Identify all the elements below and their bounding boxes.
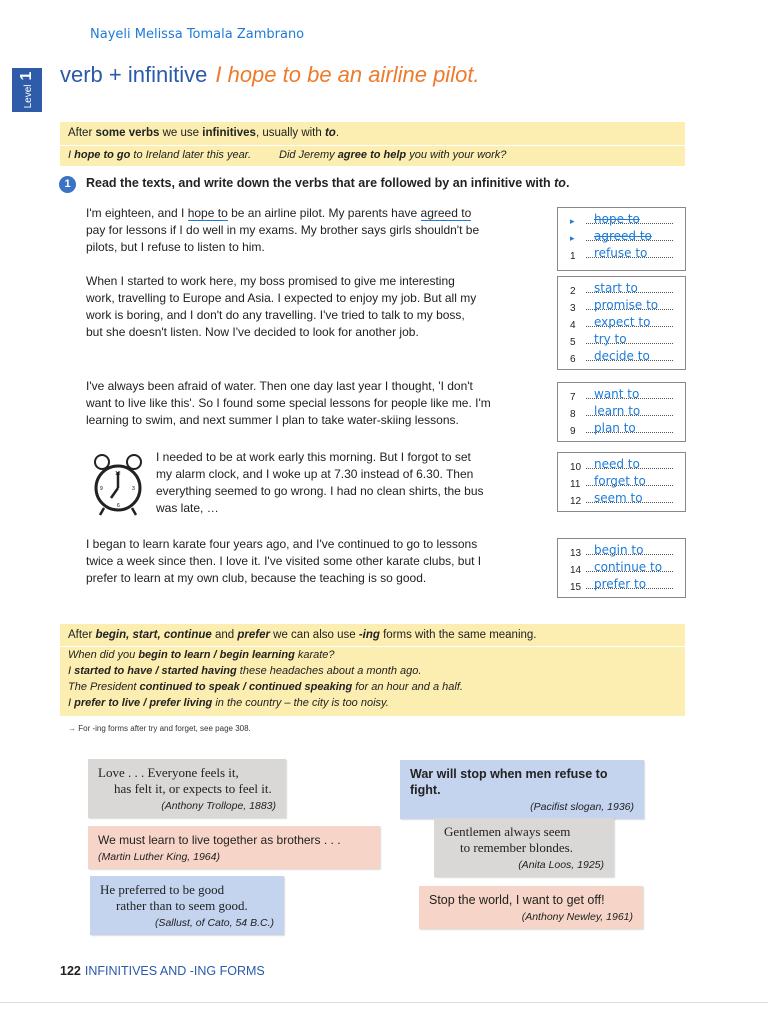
svg-text:12: 12 [115,471,121,477]
rule-example: When did you begin to learn / begin learning karate? [68,649,335,661]
exercise-instruction: Read the texts, and write down the verbs that are followed by an infinitive with to. [86,176,570,190]
answer-field[interactable]: agreed to [594,229,652,243]
quote-card: Gentlemen always seem to remember blondes. (Anita Loos, 1925) [434,818,614,877]
text-paragraph-5: I began to learn karate four years ago, and I've continued to go to lessons twice a week since then. I love it. I've visited some other karate clubs, but I prefer to learn at my own club, because the teaching is so good. [86,537,482,585]
answer-row: 7 want to [558,389,685,406]
answer-row: 15 prefer to [558,579,685,596]
answer-row: 4 expect to [558,317,685,334]
rule-example: I started to have / started having these headaches about a month ago. [68,665,422,677]
arrow-icon: → [68,724,76,733]
rule-examples: I hope to go to Ireland later this year. Did Jeremy agree to help you with your work? [68,149,507,161]
answer-row: 13 begin to [558,545,685,562]
svg-text:6: 6 [117,503,120,509]
answer-field[interactable]: refuse to [594,246,648,260]
answer-field[interactable]: begin to [594,543,644,557]
alarm-clock-icon [88,452,148,518]
section-title: INFINITIVES AND -ING FORMS [84,964,265,978]
quote-card: We must learn to live together as brothers . . . (Martin Luther King, 1964) [88,826,380,869]
answer-row: 12 seem to [558,493,685,510]
answer-row: 10 need to [558,459,685,476]
answer-row: 14 continue to [558,562,685,579]
answer-field[interactable]: start to [594,281,638,295]
ing-forms-rule-box [60,624,685,716]
level-label: Level [23,84,34,109]
answer-row: ▸ agreed to [558,231,685,248]
quote-card: War will stop when men refuse to fight. (Pacifist slogan, 1936) [400,760,644,819]
cross-reference-note: → For -ing forms after try and forget, see page 308. [68,724,251,733]
answer-box-1 [557,207,686,271]
answer-row: 2 start to [558,283,685,300]
title-example: I hope to be an airline pilot. [215,62,480,87]
rule-line: After begin, start, continue and prefer we can also use -ing forms with the same meaning. [68,629,537,641]
answer-field[interactable]: forget to [594,474,646,488]
svg-text:9: 9 [100,486,103,492]
answer-field[interactable]: plan to [594,421,636,435]
page-footer [60,964,265,978]
answer-field[interactable]: hope to [594,212,640,226]
divider [0,1002,768,1003]
answer-row: 1 refuse to [558,248,685,265]
answer-field[interactable]: decide to [594,349,650,363]
answer-row: 11 forget to [558,476,685,493]
answer-box-5 [557,538,686,598]
answer-field[interactable]: want to [594,387,640,401]
rule-example: I prefer to live / prefer living in the country – the city is too noisy. [68,697,389,709]
text-paragraph-1: I'm eighteen, and I hope to be an airline pilot. My parents have agreed to pay for lessons if I do well in my exams. My brother says girls shouldn't be pilots, but I refuse to listen to him. [86,206,480,254]
answer-field[interactable]: continue to [594,560,663,574]
quote-card: Stop the world, I want to get off! (Anthony Newley, 1961) [419,886,643,929]
svg-text:3: 3 [132,486,135,492]
text-paragraph-2: When I started to work here, my boss promised to give me interesting work, travelling to Europe and Asia. I expected to enjoy my job. But all my work is boring, and I don't do any travelling. I've tried to talk to my boss, but she doesn't listen. Now I've decided to look for another job. [86,274,477,339]
grammar-rule-box [60,122,685,166]
title-main: verb + infinitive [60,62,208,87]
answer-row: 8 learn to [558,406,685,423]
quote-card: Love . . . Everyone feels it, has felt it, or expects to feel it. (Anthony Trollope, 1883) [88,759,286,818]
answer-field[interactable]: prefer to [594,577,647,591]
quote-card: He preferred to be good rather than to seem good. (Sallust, of Cato, 54 B.C.) [90,876,284,935]
level-number: 1 [18,71,35,81]
student-name: Nayeli Melissa Tomala Zambrano [90,27,305,42]
answer-box-4 [557,452,686,512]
page-number: 122 [60,964,81,978]
answer-row: 3 promise to [558,300,685,317]
answer-row: 9 plan to [558,423,685,440]
rule-line: After some verbs we use infinitives, usually with to. [68,127,340,139]
text-paragraph-4: I needed to be at work early this morning. But I forgot to set my alarm clock, and I woke up at 7.30 instead of 6.30. Then everything seemed to go wrong. I had no clean shirts, the bus was late, … [156,450,484,515]
answer-row: 6 decide to [558,351,685,368]
answer-box-3 [557,382,686,442]
level-tab [12,68,42,112]
answer-field[interactable]: expect to [594,315,651,329]
answer-field[interactable]: seem to [594,491,643,505]
answer-field[interactable]: try to [594,332,627,346]
text-paragraph-3: I've always been afraid of water. Then one day last year I thought, 'I don't want to live like this'. So I found some special lessons for people like me. I'm learning to swim, and next summer I plan to take water-skiing lessons. [86,379,491,427]
answer-field[interactable]: need to [594,457,640,471]
answer-field[interactable]: learn to [594,404,641,418]
answer-row: ▸ hope to [558,214,685,231]
answer-row: 5 try to [558,334,685,351]
answer-box-2 [557,276,686,370]
exercise-number: 1 [59,176,76,193]
rule-example: The President continued to speak / continued speaking for an hour and a half. [68,681,463,693]
answer-field[interactable]: promise to [594,298,659,312]
page-title [60,62,480,88]
